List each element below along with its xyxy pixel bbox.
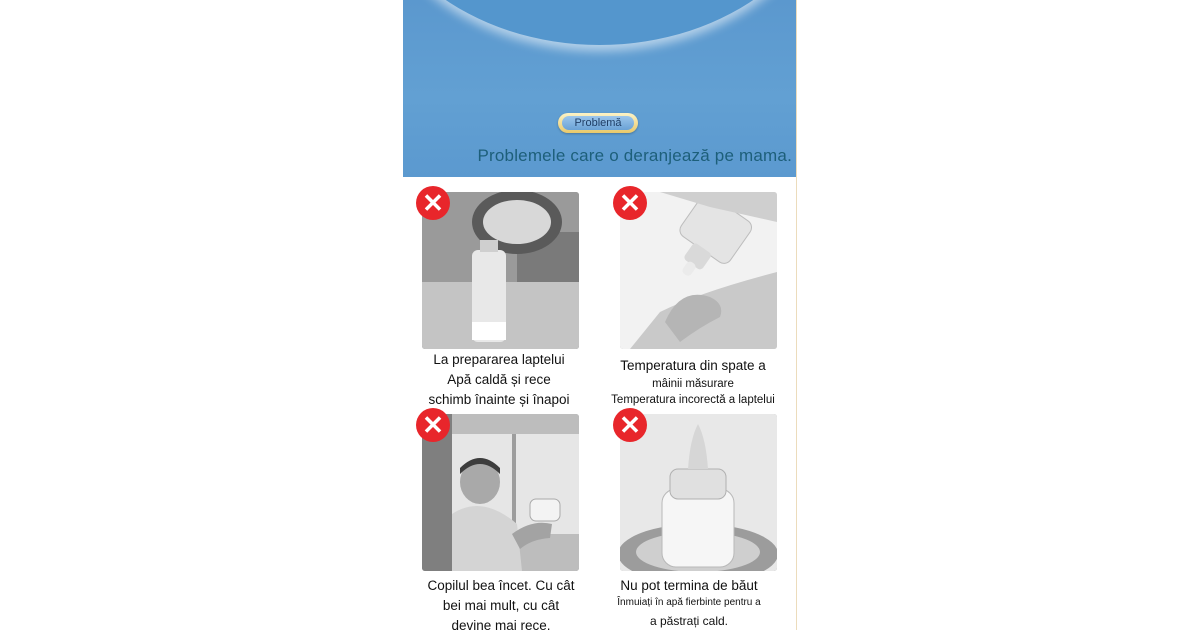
close-icon: ✕: [416, 186, 450, 220]
caption-line: schimb înainte și înapoi: [428, 392, 570, 407]
close-icon: ✕: [613, 186, 647, 220]
caption-line: Temperatura din spate a: [620, 358, 766, 373]
kettle-pouring-photo: [422, 192, 579, 349]
bottle-in-warmer-photo: [620, 414, 777, 571]
caption-line: Copilul bea încet. Cu cât: [427, 578, 575, 593]
bottle-wrist-test-photo: [620, 192, 777, 349]
caption-line: a păstrați cald.: [649, 614, 729, 628]
card-caption-4: [609, 576, 769, 630]
hero-banner: [403, 0, 796, 177]
card-caption-3: [411, 576, 591, 630]
caption-line: Temperatura incorectă a laptelui: [611, 394, 775, 406]
caption-line: bei mai mult, cu cât: [442, 598, 560, 613]
close-icon: ✕: [613, 408, 647, 442]
section-title: Problemele care o deranjează pe mama.: [477, 146, 792, 165]
problem-badge: [558, 113, 638, 133]
baby-bottle-photo: [422, 414, 579, 571]
product-page: [403, 0, 796, 630]
caption-line: mâinii măsurare: [652, 378, 734, 390]
problem-badge-label: Problemă: [562, 116, 634, 130]
caption-line: La prepararea laptelui: [433, 352, 565, 367]
caption-line: Apă caldă și rece: [447, 372, 551, 387]
close-icon: ✕: [416, 408, 450, 442]
caption-line: Nu pot termina de băut: [620, 578, 758, 593]
card-caption-1: [411, 350, 587, 410]
caption-line: Înmuiați în apă fierbinte pentru a: [617, 597, 761, 608]
caption-line: devine mai rece.: [451, 618, 551, 630]
hero-arc: [403, 0, 796, 45]
card-caption-2: [601, 356, 785, 408]
